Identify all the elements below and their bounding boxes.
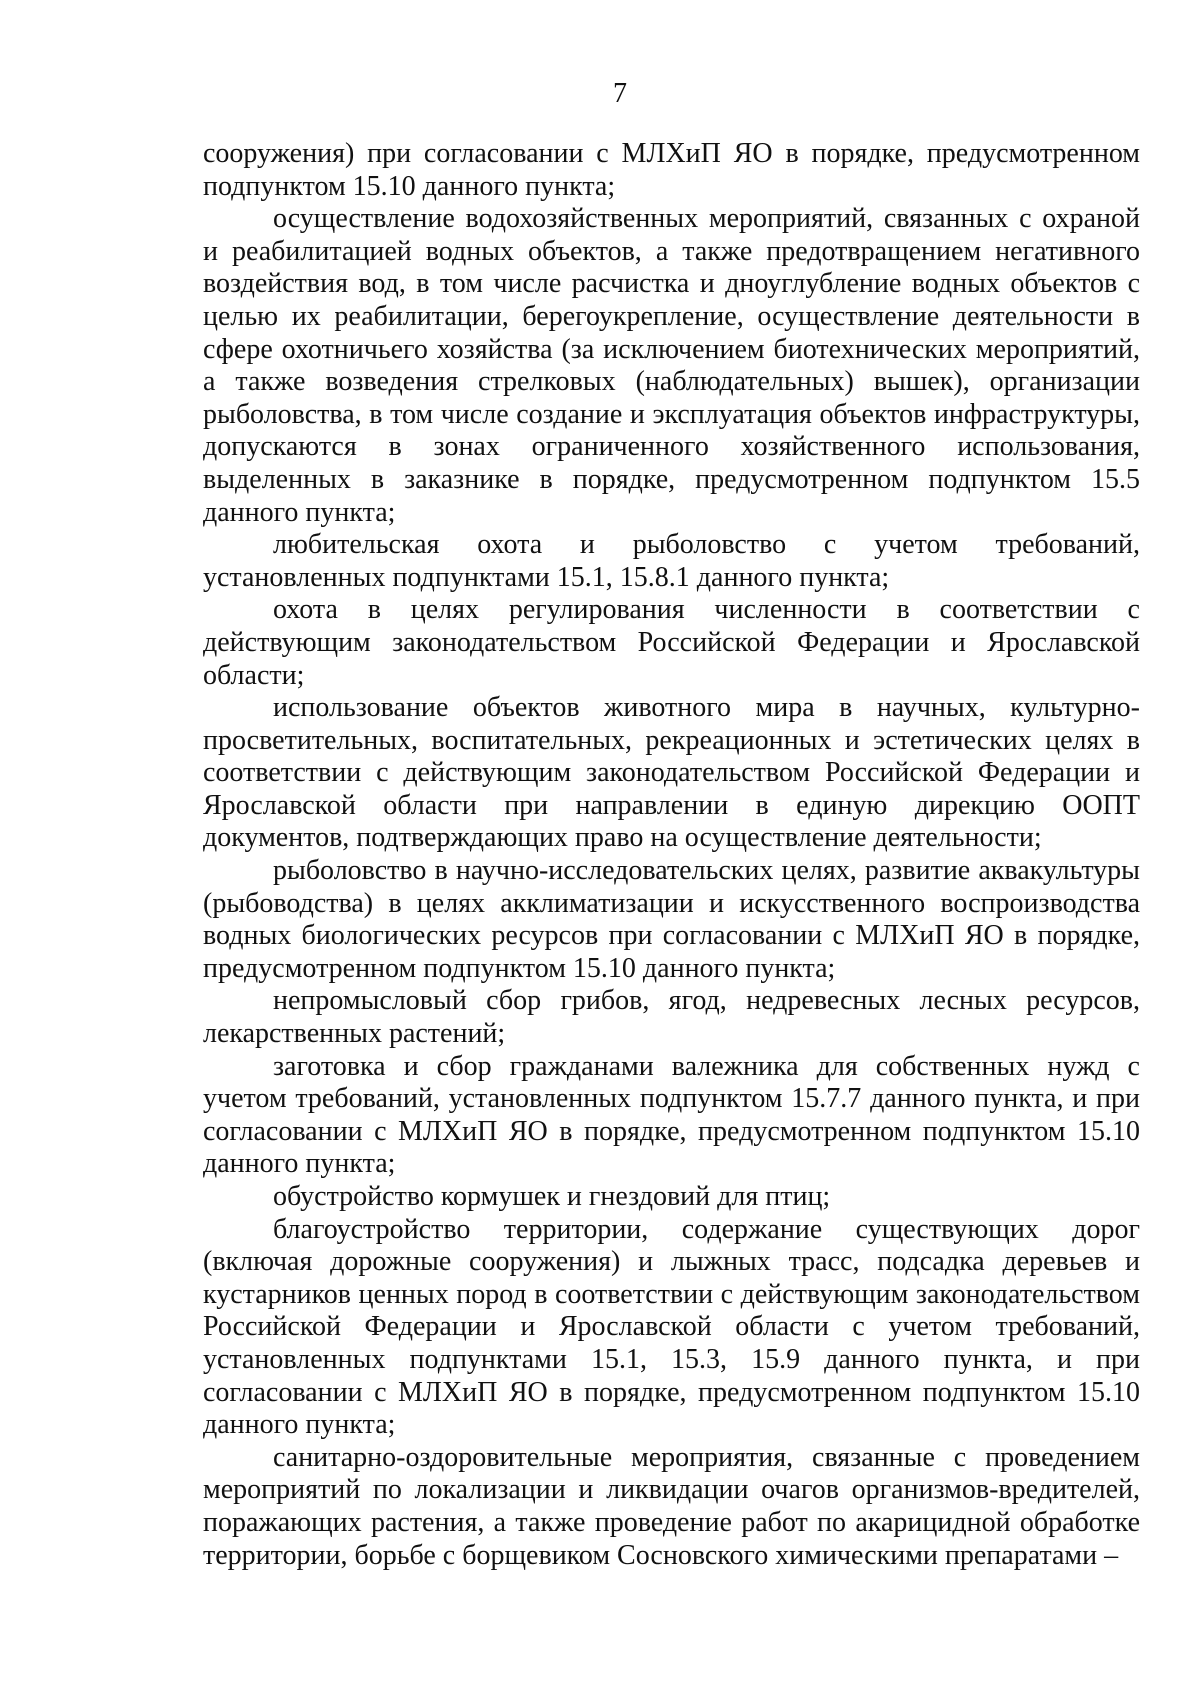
paragraph-landscaping: благоустройство территории, содержание существующих дорог (включая дорожные сооружения) и лыжных трасс, подсадка деревьев и кустарников ценных пород в соответствии с действующим законодательством Российской Федерации и Ярославской области с учетом требований, установленных подпунктами 15.1, 15.3, 15.9 данного пункта, и при согласовании с МЛХиП ЯО в порядке, предусмотренном подпунктом 15.10 данного пункта; [203,1213,1140,1441]
document-body [203,138,1140,1572]
paragraph-scientific-fishing: рыболовство в научно-исследовательских целях, развитие аквакультуры (рыбоводства) в целях акклиматизации и искусственного воспроизводства водных биологических ресурсов при согласовании с МЛХиП ЯО в порядке, предусмотренном подпунктом 15.10 данного пункта; [203,855,1140,984]
paragraph-bird-feeders: обустройство кормушек и гнездовий для птиц; [273,1181,831,1212]
paragraph-wildlife-use: использование объектов животного мира в научных, культурно-просветительных, воспитательных, рекреационных и эстетических целях в соответствии с действующим законодательством Российской Федерации и Ярославской области при направлении в единую дирекцию ООПТ документов, подтверждающих право на осуществление деятельности; [203,692,1140,854]
paragraph-sanitary-measures: санитарно-оздоровительные мероприятия, связанные с проведением мероприятий по локализации и ликвидации очагов организмов-вредителей, поражающих растения, а также проведение работ по акарицидной обработке территории, борьбе с борщевиком Сосновского химическими препаратами – [203,1441,1140,1571]
paragraph-water-management: осуществление водохозяйственных мероприятий, связанных с охраной и реабилитацией водных объектов, а также предотвращением негативного воздействия вод, в том числе расчистка и дноуглубление водных объектов с целью их реабилитации, берегоукрепление, осуществление деятельности в сфере охотничьего хозяйства (за исключением биотехнических мероприятий, а также возведения стрелковых (наблюдательных) вышек), организации рыболовства, в том числе создание и эксплуатация объектов инфраструктуры, допускаются в зонах ограниченного хозяйственного использования, выделенных в заказнике в порядке, предусмотренном подпунктом 15.5 данного пункта; [203,203,1140,528]
paragraph-hunting-regulation: охота в целях регулирования численности в соответствии с действующим законодательством Российской Федерации и Ярославской области; [203,594,1140,691]
paragraph-mushroom-gathering: непромысловый сбор грибов, ягод, недревесных лесных ресурсов, лекарственных растений; [203,985,1140,1050]
paragraph-deadwood-collection: заготовка и сбор гражданами валежника для собственных нужд с учетом требований, установленных подпунктом 15.7.7 данного пункта, и при согласовании с МЛХиП ЯО в порядке, предусмотренном подпунктом 15.10 данного пункта; [203,1050,1140,1180]
page-number: 7 [613,78,627,109]
paragraph-amateur-hunting: любительская охота и рыболовство с учетом требований, установленных подпунктами 15.1, 15.8.1 данного пункта; [203,529,1140,593]
paragraph-continuation: сооружения) при согласовании с МЛХиП ЯО в порядке, предусмотренном подпунктом 15.10 данного пункта; [203,138,1140,202]
